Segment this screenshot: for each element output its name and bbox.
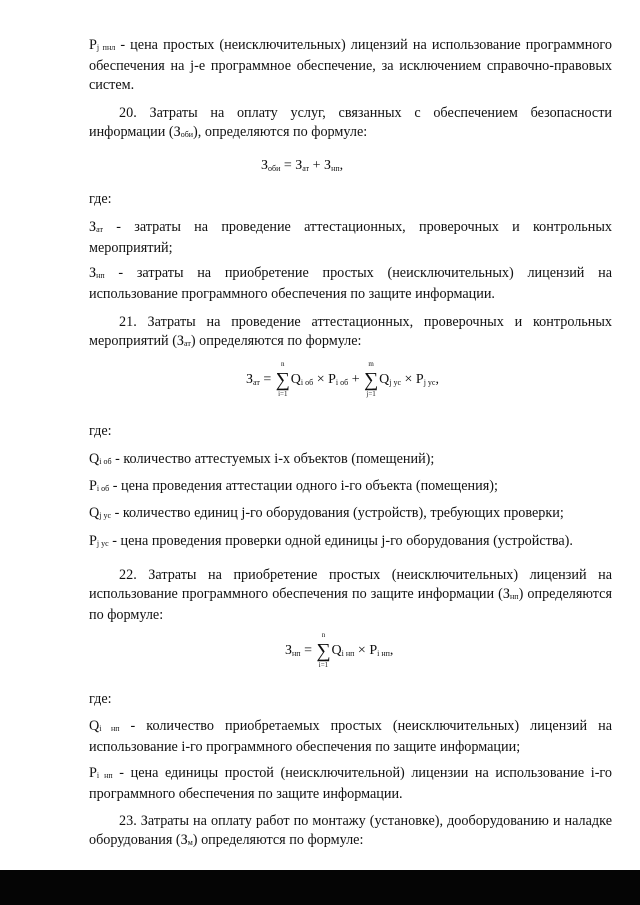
definition-q-jus [89, 504, 612, 525]
symbol: Q [89, 451, 100, 467]
sum-upper: n [281, 360, 285, 368]
symbol: P [89, 765, 97, 781]
definition-text: - количество аттестуемых i-х объектов (помещений); [111, 451, 435, 467]
symbol-sub: j ус [99, 511, 112, 520]
definition-q-inp [89, 717, 612, 757]
symbol-sub: i об [99, 457, 112, 466]
symbol: Q [89, 718, 100, 734]
f-op: = [280, 158, 296, 173]
formula-z-np [285, 631, 394, 669]
sum-upper: n [321, 631, 326, 639]
text: 22. Затраты на приобретение простых (неисключительных) лицензий на использование программного обеспечения по защите информации (З [89, 567, 612, 602]
where-label: где: [89, 691, 112, 707]
definition-text: - цена проведения аттестации одного i-го объекта (помещения); [109, 478, 498, 494]
paragraph-22 [89, 566, 612, 625]
text: ) определяются по формуле: [192, 832, 364, 848]
text: 20. Затраты на оплату услуг, связанных с обеспечением безопасности информации (З [89, 105, 612, 140]
sum-upper: m [368, 360, 374, 368]
definition-z-at [89, 218, 612, 258]
sigma: ∑ [316, 640, 331, 662]
text: ) определяются по формуле: [190, 333, 362, 349]
definition-text: - затраты на приобретение простых (неисключительных) лицензий на использование программного обеспечения по защите информации. [89, 265, 612, 302]
symbol-sub: нп [96, 271, 105, 280]
sum-sign [363, 360, 379, 398]
f-sub: оби [268, 164, 281, 173]
sum-sign [275, 360, 291, 398]
f-sym: Q [379, 372, 390, 387]
sigma: ∑ [275, 369, 290, 391]
f-sym: P [328, 372, 336, 387]
symbol-sub: i нп [96, 771, 113, 780]
f-sym: З [295, 158, 303, 173]
definition-text: - цена простых (неисключительных) лицензий на использование программного обеспечения на j-е программное обеспечение, за исключением справочно-правовых систем. [89, 37, 612, 93]
f-sym: P [415, 372, 424, 387]
f-sub: ат [253, 378, 260, 387]
symbol: P [89, 478, 97, 494]
text-sub: нп [510, 592, 519, 601]
f-sub: нп [292, 649, 301, 658]
f-sub: i об [335, 378, 349, 387]
text-sub: м [187, 838, 193, 847]
f-sub: ат [302, 164, 310, 173]
scan-bottom-edge [0, 870, 640, 905]
symbol: З [89, 265, 97, 281]
sum-lower: i=1 [318, 661, 329, 669]
f-sub: i нп [341, 649, 355, 658]
f-op: × [313, 372, 329, 387]
definition-q-iob [89, 450, 612, 471]
text: 23. Затраты на оплату работ по монтажу (установке), дооборудованию и наладке оборудования (З [89, 813, 612, 848]
symbol-sub: j пнл [96, 43, 116, 52]
f-sym: Q [290, 372, 301, 387]
f-sym: З [324, 158, 332, 173]
f-op: , [435, 372, 439, 387]
symbol-sub: ат [96, 225, 103, 234]
definition-p-jus [89, 532, 612, 553]
definition-text: - затраты на проведение аттестационных, проверочных и контрольных мероприятий; [89, 219, 612, 256]
paragraph-20 [89, 104, 612, 144]
definition-text: - количество приобретаемых простых (неисключительных) лицензий на использование i-го программного обеспечения по защите информации; [89, 718, 612, 755]
f-sub: j ус [389, 378, 401, 387]
text: ), определяются по формуле: [193, 124, 368, 140]
text-sub: оби [180, 130, 194, 139]
paragraph-23 [89, 812, 612, 852]
sum-sign [315, 631, 331, 669]
symbol: З [89, 219, 97, 235]
text: ) определяются по формуле: [89, 586, 613, 623]
where-label: где: [89, 191, 112, 207]
definition-p-iob [89, 477, 612, 498]
text: 21. Затраты на проведение аттестационных, проверочных и контрольных мероприятий (З [89, 314, 612, 349]
f-sub: j ус [423, 378, 436, 387]
paragraph-pj-pnl [89, 36, 612, 95]
f-sym: З [261, 158, 269, 173]
f-op: = [300, 643, 316, 658]
f-sub: i об [300, 378, 314, 387]
paragraph-21 [89, 313, 612, 353]
formula-z-obi [261, 156, 343, 179]
f-sym: P [369, 643, 378, 658]
symbol: P [89, 37, 97, 53]
definition-p-inp [89, 764, 612, 804]
f-sym: З [246, 372, 254, 387]
f-op: × [401, 372, 416, 387]
sum-lower: i=1 [278, 390, 288, 398]
f-op: = [259, 372, 275, 387]
definition-text: - цена проведения проверки одной единицы j-го оборудования (устройства). [108, 533, 573, 549]
symbol-sub: i нп [99, 724, 120, 733]
sum-lower: j=1 [366, 390, 376, 398]
f-op: , [339, 158, 344, 173]
f-op: + [309, 158, 325, 173]
f-op: × [354, 643, 370, 658]
symbol-sub: i об [96, 484, 110, 493]
f-sub: i нп [377, 649, 390, 658]
definition-text: - количество единиц j-го оборудования (устройств), требующих проверки; [111, 505, 564, 521]
sigma: ∑ [363, 369, 379, 391]
symbol: Q [89, 505, 100, 521]
formula-z-at [246, 360, 439, 398]
f-op: + [348, 372, 364, 387]
f-sym: З [285, 643, 293, 658]
text-sub: ат [184, 339, 191, 348]
f-sub: нп [331, 164, 340, 173]
symbol: P [89, 533, 97, 549]
definition-text: - цена единицы простой (неисключительной) лицензии на использование i-го программного обеспечения по защите информации. [89, 765, 612, 802]
where-label: где: [89, 423, 112, 439]
f-op: , [389, 643, 394, 658]
f-sym: Q [331, 643, 342, 658]
symbol-sub: j ус [96, 539, 109, 548]
definition-z-np [89, 264, 612, 304]
